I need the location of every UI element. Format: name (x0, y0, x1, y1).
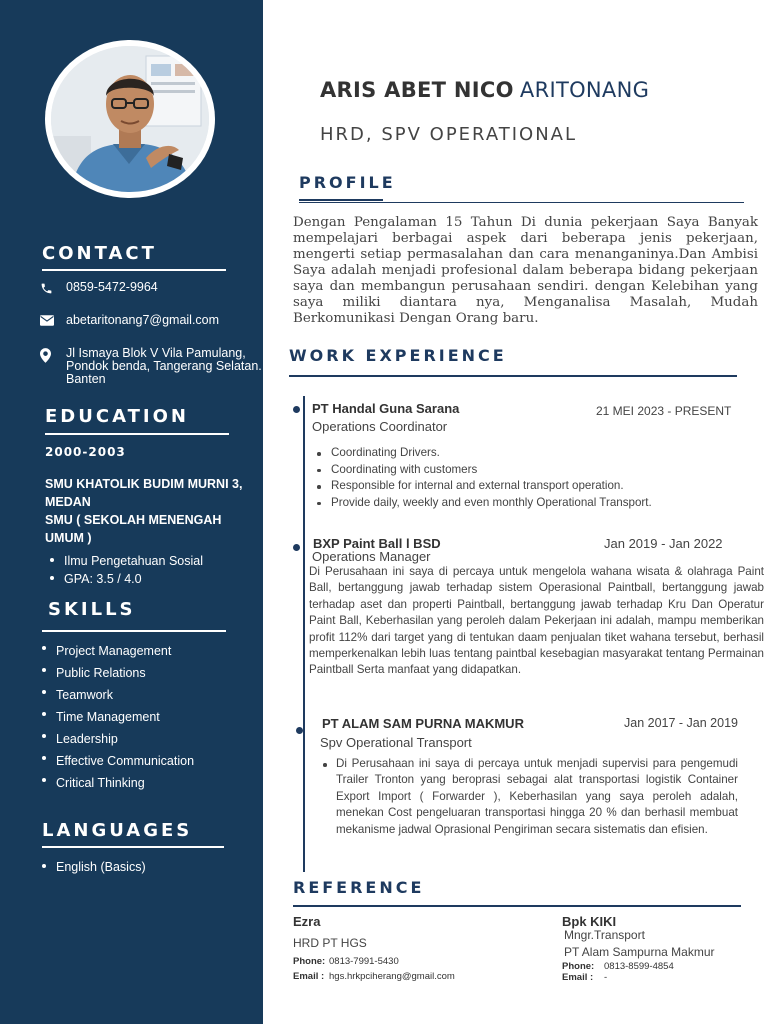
education-school-line-2: MEDAN (45, 495, 91, 509)
address-line-3: Banten (66, 372, 106, 386)
reference-company: PT Alam Sampurna Makmur (564, 945, 715, 959)
contact-heading: CONTACT (42, 243, 157, 264)
timeline-dot (293, 544, 300, 551)
skill-item: Public Relations (40, 662, 194, 684)
envelope-icon (40, 314, 66, 326)
job-duty: Responsible for internal and external transport operation. (312, 478, 742, 495)
reference-email-label: Email : (562, 972, 594, 983)
skills-list (40, 640, 194, 794)
profile-photo (51, 46, 209, 192)
reference-email (293, 971, 455, 982)
profile-photo-frame (45, 40, 215, 198)
education-entry (45, 445, 260, 547)
candidate-first-names: ARIS ABET NICO (320, 78, 514, 102)
job-date: Jan 2017 - Jan 2019 (624, 716, 738, 730)
education-detail: Ilmu Pengetahuan Sosial (48, 552, 203, 570)
job-duty: Coordinating Drivers. (312, 445, 742, 462)
reference-phone (562, 961, 674, 972)
language-item: English (Basics) (40, 858, 146, 876)
profile-divider (299, 202, 744, 203)
reference-phone-label: Phone: (562, 961, 595, 972)
reference-email-label: Email : (293, 971, 325, 982)
profile-underline (299, 199, 383, 201)
languages-heading: LANGUAGES (42, 820, 193, 841)
reference-title: HRD PT HGS (293, 936, 367, 950)
reference-email-value: - (604, 972, 608, 983)
job-date: Jan 2019 - Jan 2022 (604, 536, 723, 551)
candidate-last-name: ARITONANG (519, 78, 650, 102)
profile-heading: PROFILE (299, 173, 396, 192)
reference-email-value: hgs.hrkpciherang@gmail.com (329, 971, 455, 982)
reference-phone-value: 0813-8599-4854 (604, 961, 674, 972)
skill-item: Critical Thinking (40, 772, 194, 794)
education-details (48, 552, 203, 588)
education-years: 2000-2003 (45, 445, 126, 459)
contact-phone-text: 0859-5472-9964 (66, 280, 158, 294)
skill-item: Project Management (40, 640, 194, 662)
contact-address (40, 347, 262, 386)
reference-email (562, 972, 607, 983)
languages-divider (42, 846, 224, 848)
reference-name: Ezra (293, 914, 321, 929)
contact-email-text: abetaritonang7@gmail.com (66, 313, 220, 327)
contact-address-text (66, 347, 262, 386)
reference-phone-label: Phone: (293, 956, 326, 967)
job-role: Operations Manager (312, 549, 431, 564)
education-school-line-4: UMUM ) (45, 531, 92, 545)
reference-phone-value: 0813-7991-5430 (329, 956, 399, 967)
languages-list (40, 858, 146, 876)
reference-name: Bpk KIKI (562, 914, 617, 929)
skill-item: Time Management (40, 706, 194, 728)
job-role: Operations Coordinator (312, 419, 448, 434)
timeline-dot (293, 406, 300, 413)
reference-heading: REFERENCE (293, 878, 425, 897)
skill-item: Effective Communication (40, 750, 194, 772)
reference-divider (293, 905, 741, 907)
candidate-name (320, 78, 649, 103)
sidebar (0, 0, 263, 1024)
job-company: PT ALAM SAM PURNA MAKMUR (322, 716, 524, 731)
education-heading: EDUCATION (45, 406, 189, 427)
skill-item: Leadership (40, 728, 194, 750)
job-company: BXP Paint Ball l BSD (313, 536, 441, 551)
phone-icon (40, 281, 66, 295)
job-duties (320, 756, 738, 838)
experience-divider (289, 375, 737, 377)
skill-item: Teamwork (40, 684, 194, 706)
address-line-2: Pondok benda, Tangerang Selatan. (66, 359, 262, 373)
profile-text: Dengan Pengalaman 15 Tahun Di dunia pekerjaan Saya Banyak mempelajari berbagai aspek dari beberapa jenis pekerjaan, mengerti setiap permasalahan dan cara menanganinya.Dan Ambisi Saya adalah menjadi profesional dalam beberapa bidang pekerjaan saya dan membangun perusahaan sendiri. dengan Kelebihan yang saya miliki diantara nya, Menganalisa Masalah, Mudah Berkomunikasi Dengan Orang baru. (293, 215, 758, 326)
address-line-1: Jl Ismaya Blok V Vila Pamulang, (66, 346, 246, 360)
job-date: 21 MEI 2023 - PRESENT (596, 404, 732, 418)
job-duty: Coordinating with customers (312, 462, 742, 479)
job-duty: Provide daily, weekly and even monthly Operational Transport. (312, 495, 742, 512)
job-duties (312, 445, 742, 511)
reference-title: Mngr.Transport (564, 928, 645, 942)
job-description: Di Perusahaan ini saya di percaya untuk mengelola wahana wisata & olahraga Paint Ball, bertanggung jawab terhadap sistem Operasional Paintball, bertanggung jawab terhadap aset dan properti Paintball, bertanggung jawab terhadap Kru Dan Operatur Paint Ball, Keberhasilan yang peroleh dalam Pekerjaan ini adalah, mampu memberikan profit 112% dari target yang di tentukan daam penjualan tiket wahana tersebut, berhasil memperkenalkan lebih luas tentang paintbal kesebagian masyarakat tentang Permainan Paintball Serta manfaat yang didapatkan. (309, 565, 764, 677)
timeline-dot (296, 727, 303, 734)
education-school-line-1: SMU KHATOLIK BUDIM MURNI 3, (45, 477, 243, 491)
contact-email (40, 314, 262, 327)
job-role: Spv Operational Transport (320, 735, 472, 750)
location-pin-icon (40, 347, 66, 363)
candidate-role: HRD, SPV OPERATIONAL (320, 124, 578, 145)
person-portrait-icon (51, 46, 209, 192)
job-duty: Di Perusahaan ini saya di percaya untuk menjadi supervisi para pengemudi Trailer Tronton yang beroprasi sebagai alat transportasi logistik Container Export Import ( Forwarder ), Keberhasilan yang saya peroleh adalah, menekan Cost pengeluaran transportasi hingga 20 % dan berhasil membuat mekanisme jadwal Oprasional Pengiriman secara sistematis dan efisien. (320, 756, 738, 838)
skills-divider (42, 630, 226, 632)
contact-divider (42, 269, 226, 271)
reference-phone (293, 956, 399, 967)
experience-timeline (303, 396, 305, 872)
education-school-line-3: SMU ( SEKOLAH MENENGAH (45, 513, 222, 527)
job-company: PT Handal Guna Sarana (312, 401, 460, 416)
skills-heading: SKILLS (48, 599, 136, 620)
education-divider (45, 433, 229, 435)
education-detail: GPA: 3.5 / 4.0 (48, 570, 203, 588)
experience-heading: WORK EXPERIENCE (289, 346, 507, 365)
contact-phone (40, 281, 262, 295)
